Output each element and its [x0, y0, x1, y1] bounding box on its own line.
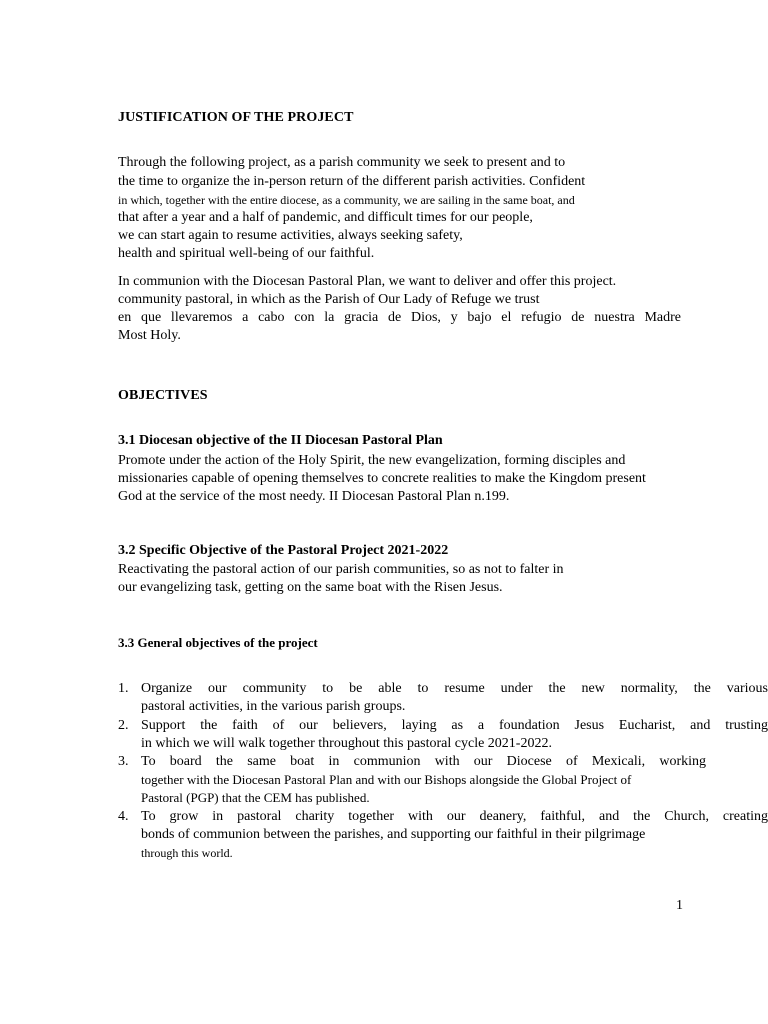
paragraph-line: that after a year and a half of pandemic, and difficult times for our people,	[118, 210, 533, 225]
objectives-heading: OBJECTIVES	[118, 388, 208, 403]
list-number: 3.	[118, 754, 129, 769]
paragraph-line: we can start again to resume activities, always seeking safety,	[118, 228, 463, 243]
paragraph-line: the time to organize the in-person return of the different parish activities. Confident	[118, 174, 586, 189]
section-title: 3.1 Diocesan objective of the II Diocesan Pastoral Plan	[118, 433, 443, 448]
justification-heading: JUSTIFICATION OF THE PROJECT	[118, 110, 354, 125]
paragraph-line: In communion with the Diocesan Pastoral Plan, we want to deliver and offer this project.	[118, 274, 617, 289]
list-line: pastoral activities, in the various parish groups.	[141, 699, 406, 714]
paragraph-line: health and spiritual well-being of our faithful.	[118, 246, 375, 261]
paragraph-line: en que llevaremos a cabo con la gracia de Dios, y bajo el refugio de nuestra Madre	[118, 310, 681, 325]
paragraph-line: Reactivating the pastoral action of our parish communities, so as not to falter in	[118, 562, 564, 577]
list-line: Pastoral (PGP) that the CEM has published.	[141, 790, 370, 805]
paragraph-line: Through the following project, as a parish community we seek to present and to	[118, 155, 566, 170]
paragraph-line: our evangelizing task, getting on the same boat with the Risen Jesus.	[118, 580, 503, 595]
paragraph-line: Promote under the action of the Holy Spirit, the new evangelization, forming disciples and	[118, 453, 626, 468]
list-line: Organize our community to be able to resume under the new normality, the various	[141, 681, 768, 696]
list-number: 4.	[118, 809, 129, 824]
list-number: 1.	[118, 681, 129, 696]
list-line: To grow in pastoral charity together with our deanery, faithful, and the Church, creating	[141, 809, 768, 824]
section-title: 3.3 General objectives of the project	[118, 635, 318, 650]
list-line: through this world.	[141, 846, 233, 860]
section-title: 3.2 Specific Objective of the Pastoral Project 2021-2022	[118, 543, 449, 558]
paragraph-line: missionaries capable of opening themselves to concrete realities to make the Kingdom present	[118, 471, 646, 486]
list-line: in which we will walk together throughout this pastoral cycle 2021-2022.	[141, 736, 552, 751]
list-line: bonds of communion between the parishes, and supporting our faithful in their pilgrimage	[141, 827, 646, 842]
list-line: Support the faith of our believers, laying as a foundation Jesus Eucharist, and trusting	[141, 718, 768, 733]
page-number: 1	[676, 898, 683, 913]
paragraph-line: Most Holy.	[118, 328, 181, 343]
list-number: 2.	[118, 718, 129, 733]
list-line: To board the same boat in communion with our Diocese of Mexicali, working	[141, 754, 706, 769]
paragraph-line: in which, together with the entire diocese, as a community, we are sailing in the same boat, and	[118, 193, 575, 207]
paragraph-line: God at the service of the most needy. II Diocesan Pastoral Plan n.199.	[118, 489, 510, 504]
paragraph-line: community pastoral, in which as the Parish of Our Lady of Refuge we trust	[118, 292, 540, 307]
list-line: together with the Diocesan Pastoral Plan and with our Bishops alongside the Global Project of	[141, 772, 632, 787]
